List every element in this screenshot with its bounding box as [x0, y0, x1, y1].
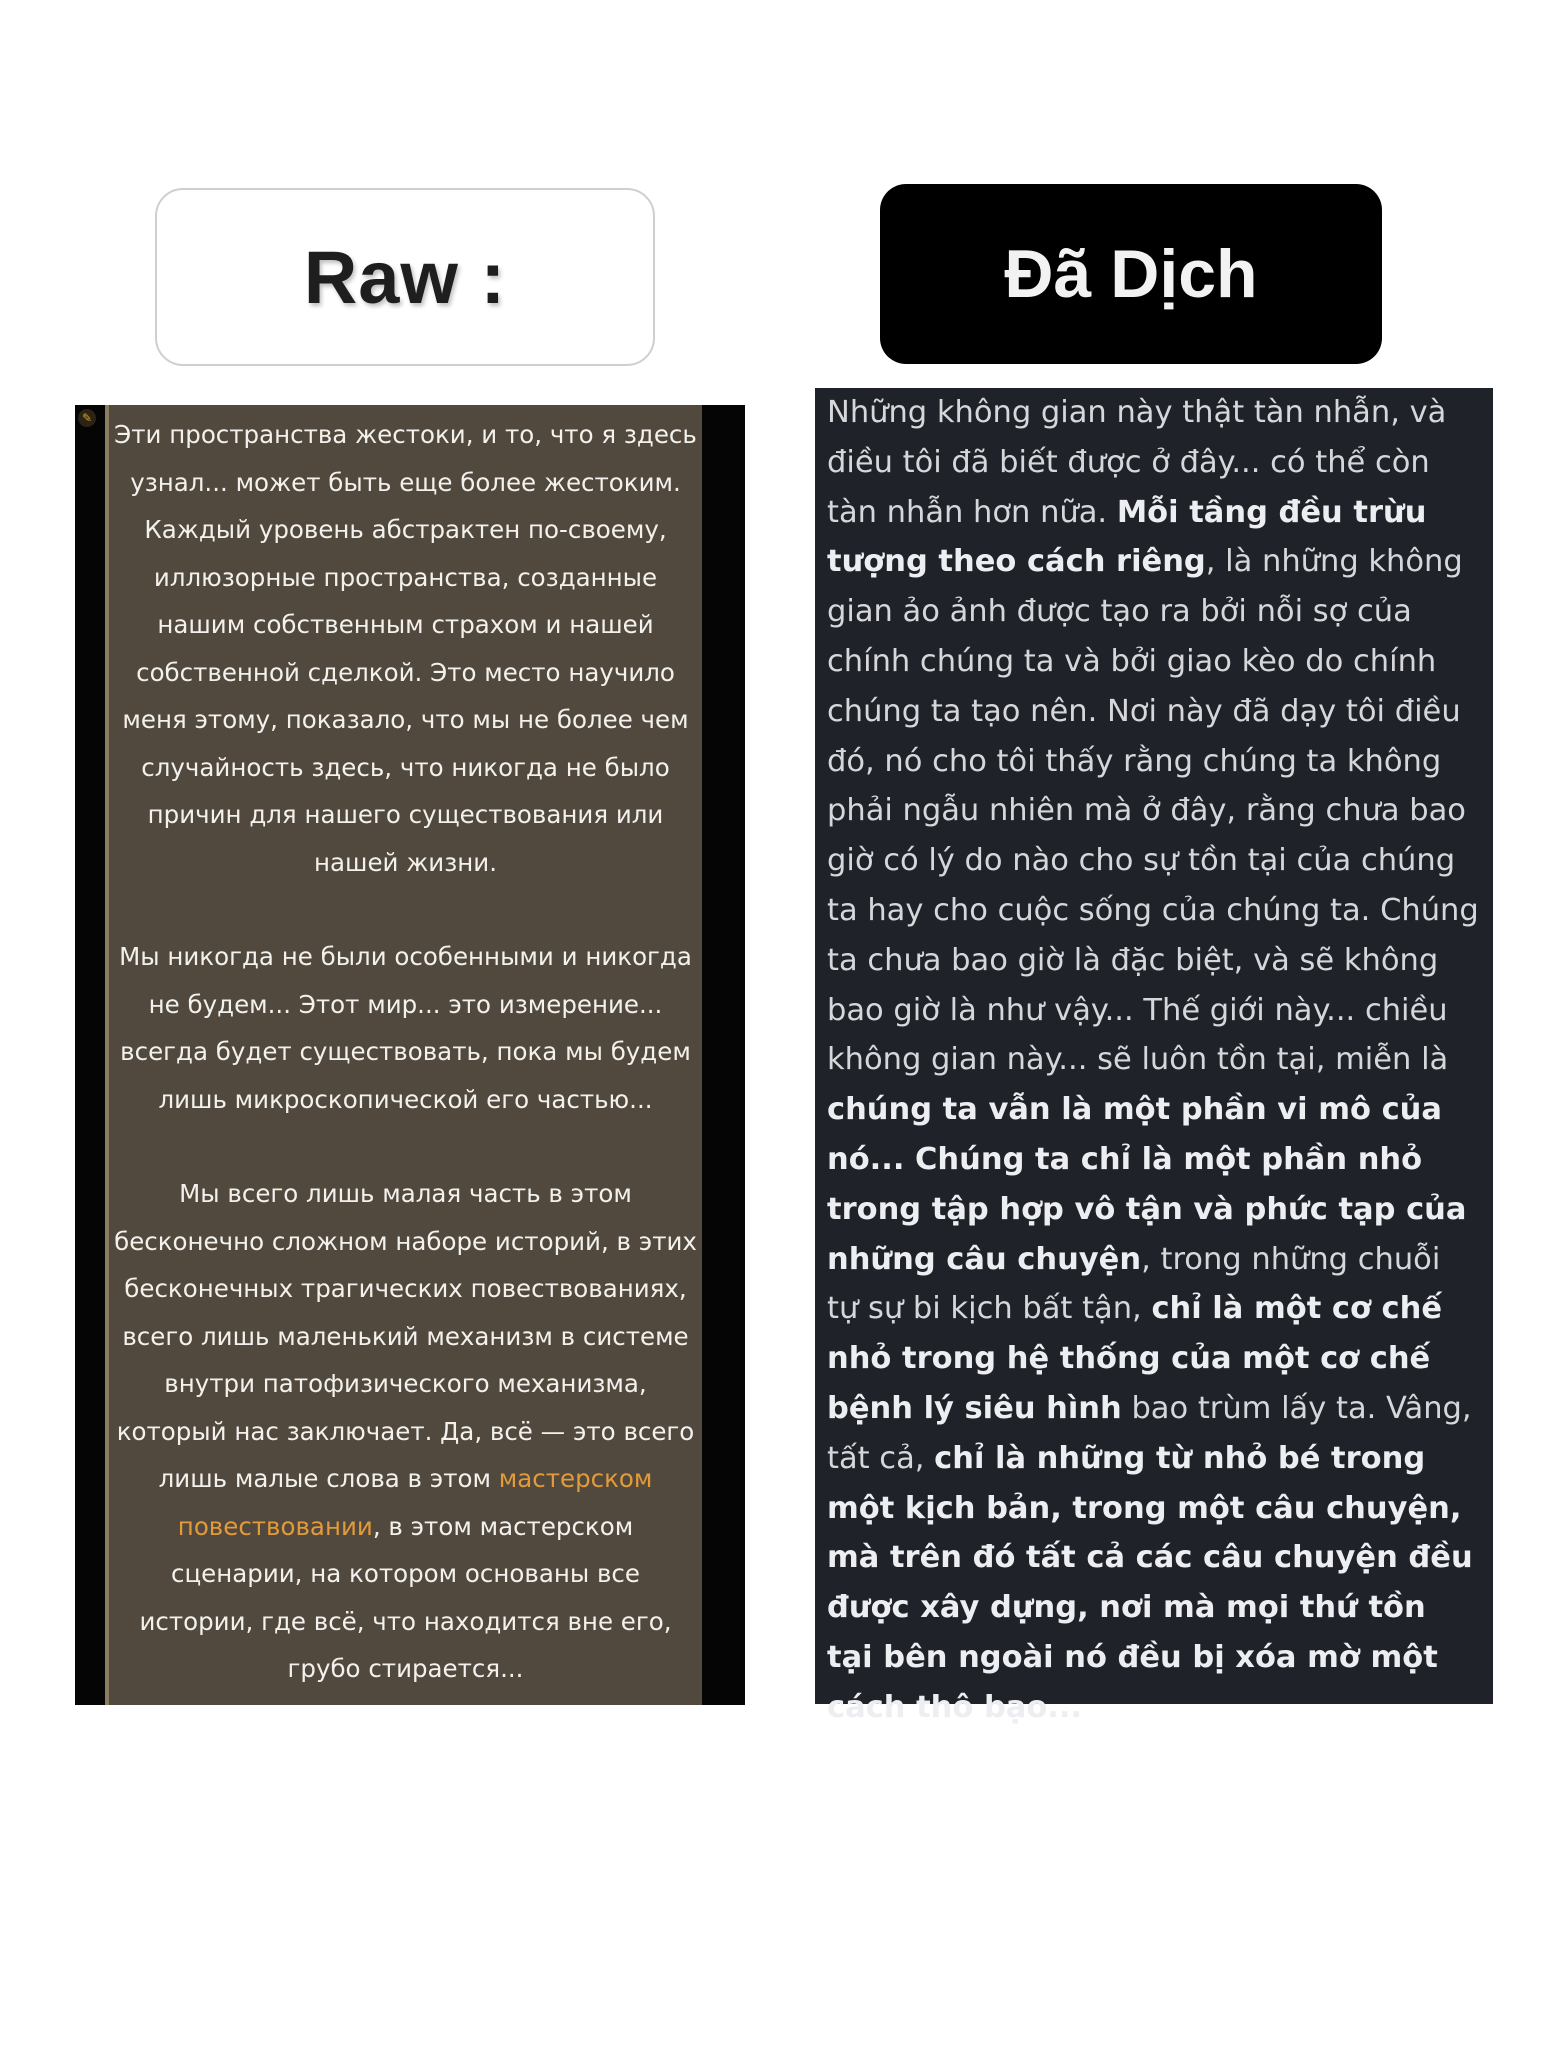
raw-label: Raw : — [303, 235, 507, 319]
translated-label: Đã Dịch — [1004, 236, 1258, 312]
raw-label-box — [155, 188, 655, 366]
translated-segment-7: bao trùm lấy ta. Vâng, tất cả, — [827, 1390, 1472, 1476]
raw-paragraph-2: Мы никогда не были особенными и никогда не будем... Этот мир... это измерение... всегда будет существовать, пока мы будем лишь микроскопической его частью... — [119, 942, 692, 1114]
translated-segment-6-bold: chỉ là một cơ chế nhỏ trong hệ thống của một cơ chế bệnh lý siêu hình — [827, 1291, 1443, 1426]
raw-text-body — [109, 405, 702, 1705]
translated-text-panel — [815, 388, 1493, 1725]
raw-text-panel — [75, 405, 745, 1705]
raw-paragraph-3-text-a: Мы всего лишь малая часть в этом бесконечно сложном наборе историй, в этих бесконечных трагических повествованиях, всего лишь маленький механизм в системе внутри патофизического механизма, который нас заключает. Да, всё — это всего лишь малые слова в этом — [114, 1179, 697, 1493]
translated-label-box — [880, 184, 1382, 364]
raw-paragraph-1: Эти пространства жестоки, и то, что я здесь узнал... может быть еще более жестоким. Каждый уровень абстрактен по-своему, иллюзорные пространства, созданные нашим собственным страхом и нашей собственной сделкой. Это место научило меня этому, показало, что мы не более чем случайность здесь, что никогда не было причин для нашего существования или нашей жизни. — [114, 420, 697, 877]
raw-paragraph-3-text-b: , в этом мастерском сценарии, на котором основаны все истории, где всё, что находится вне его, грубо стирается... — [139, 1511, 672, 1683]
translated-segment-4-bold: chúng ta vẫn là một phần vi mô của nó... Chúng ta chỉ là một phần nhỏ trong tập hợp vô tận và phức tạp của những câu chuyện — [827, 1092, 1467, 1277]
translated-segment-8-bold: chỉ là những từ nhỏ bé trong một kịch bản, trong một câu chuyện, mà trên đó tất cả các câu chuyện đều được xây dựng, nơi mà mọi thứ tồn tại bên ngoài nó đều bị xóa mờ một cách thô bạo... — [827, 1440, 1473, 1725]
translated-segment-1: Những không gian này thật tàn nhẫn, và điều tôi đã biết được ở đây... có thể còn tàn nhẫn hơn nữa. — [827, 395, 1447, 530]
raw-paragraph-3-link[interactable]: мастерском повествовании — [177, 1464, 653, 1541]
translated-paragraph — [827, 388, 1479, 1733]
raw-paragraph-3 — [113, 1170, 698, 1693]
translated-segment-2-bold: Mỗi tầng đều trừu tượng theo cách riêng — [827, 494, 1427, 580]
translated-segment-5: , trong những chuỗi tự sự bi kịch bất tận, — [827, 1241, 1441, 1327]
pencil-icon[interactable]: ✎ — [78, 409, 96, 427]
translated-segment-3: , là những không gian ảo ảnh được tạo ra bởi nỗi sợ của chính chúng ta và bởi giao kèo do chính chúng ta tạo nên. Nơi này đã dạy tôi điều đó, nó cho tôi thấy rằng chúng ta không phải ngẫu nhiên mà ở đây, rằng chưa bao giờ có lý do nào cho sự tồn tại của chúng ta hay cho cuộc sống của chúng ta. Chúng ta chưa bao giờ là đặc biệt, và sẽ không bao giờ là như vậy... Thế giới này... chiều không gian này... sẽ luôn tồn tại, miễn là — [827, 544, 1479, 1078]
